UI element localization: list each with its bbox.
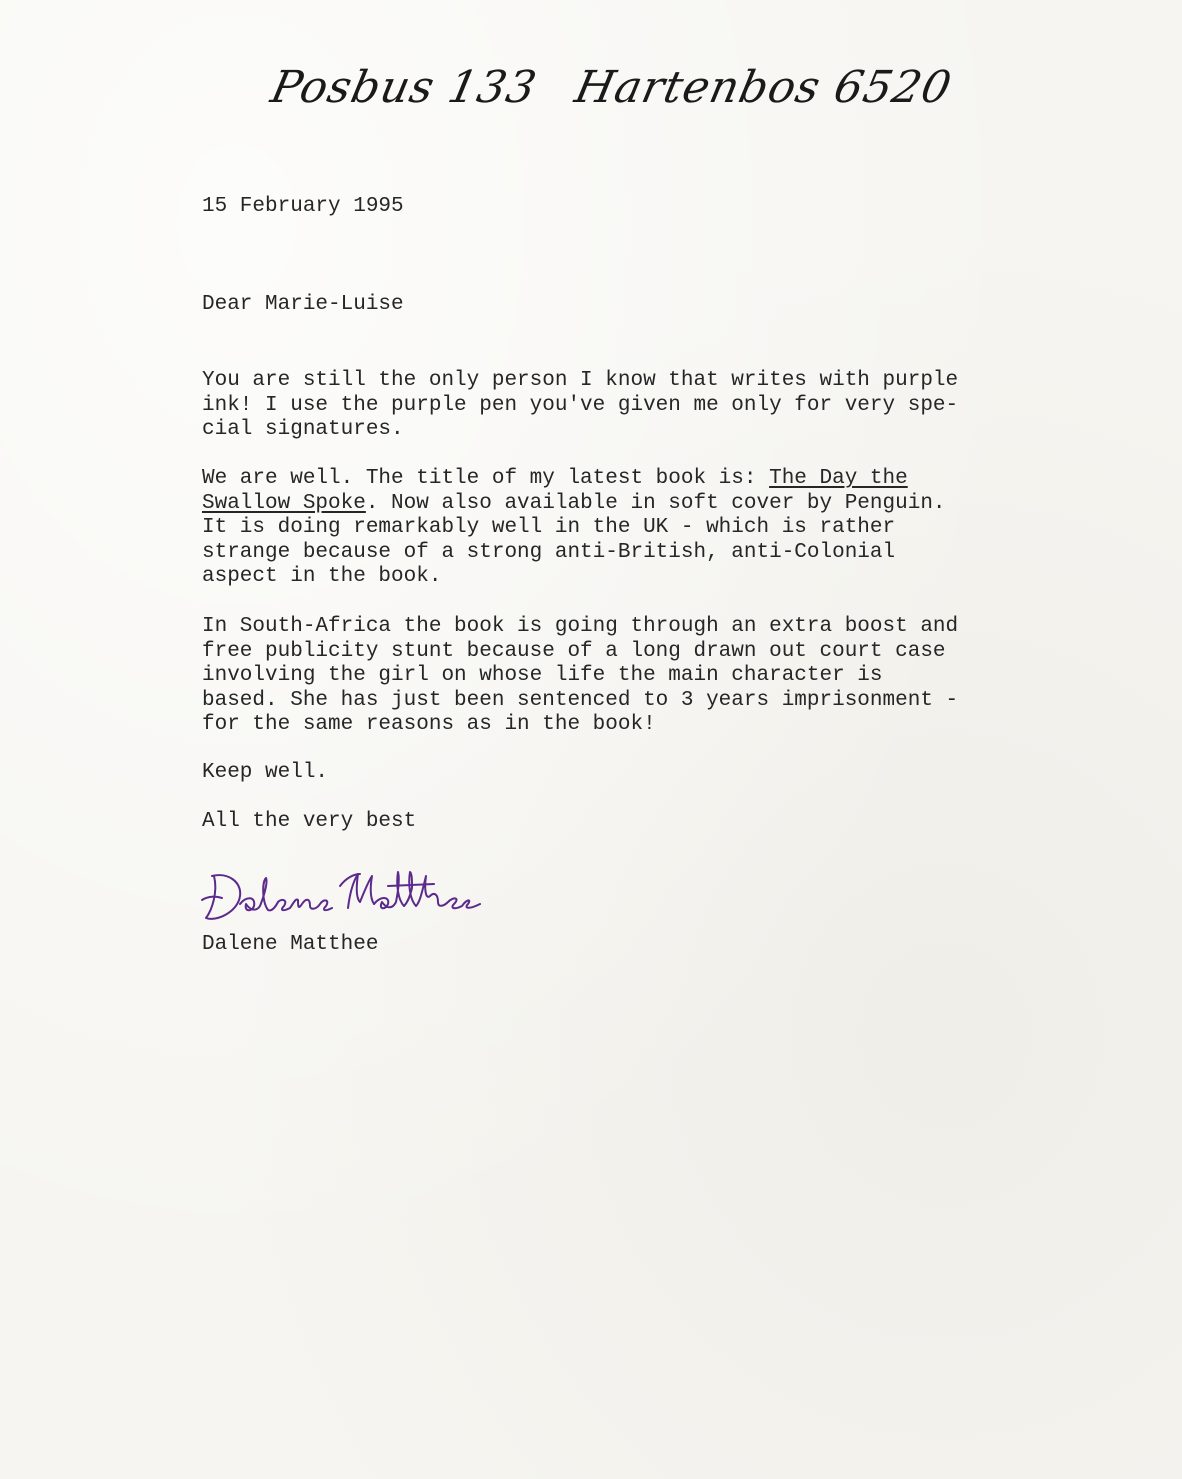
letterhead-town: Hartenbos 6520 bbox=[570, 62, 956, 113]
book-title-line2: Swallow Spoke bbox=[202, 491, 366, 515]
paragraph-purple-ink: You are still the only person I know that writes with purple ink! I use the purple pen you've given me only for very spe- cial signatures. bbox=[202, 369, 959, 441]
printed-signatory-name: Dalene Matthee bbox=[202, 933, 379, 956]
paragraph-south-africa: In South-Africa the book is going through an extra boost and free publicity stunt because of a long drawn out court case involving the girl on whose life the main character is based. She has just been sentenced to 3 years imprisonment - for the same reasons as in the book! bbox=[202, 615, 959, 736]
book-title-line1: The Day the bbox=[769, 467, 908, 490]
handwritten-signature bbox=[198, 852, 518, 932]
letterhead-address bbox=[0, 62, 1182, 113]
letterhead-po-box: Posbus 133 bbox=[266, 62, 541, 113]
salutation: Dear Marie-Luise bbox=[202, 293, 404, 316]
paragraph-latest-book bbox=[202, 467, 1122, 590]
letter-date: 15 February 1995 bbox=[202, 195, 404, 218]
paragraph-latest-book-rest: . Now also available in soft cover by Penguin. It is doing remarkably well in the UK - which is rather strange because of a strong anti-British, anti-Colonial aspect in the book. bbox=[202, 491, 946, 588]
closing-keep-well: Keep well. bbox=[202, 761, 329, 784]
closing-all-the-best: All the very best bbox=[202, 810, 417, 833]
paragraph-latest-book-intro: We are well. The title of my latest book is: bbox=[202, 467, 770, 490]
